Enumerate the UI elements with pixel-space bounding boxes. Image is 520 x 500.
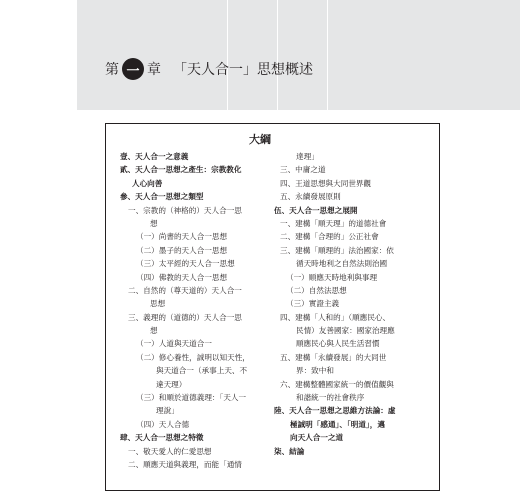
outline-line: 達理」 xyxy=(296,152,319,161)
outline-line: 一、建構「順天理」的道德社會 xyxy=(280,218,387,228)
outline-line: 貳、天人合一思想之產生：宗教教化 xyxy=(120,165,242,175)
outline-line: 和諧統一的社會秩序 xyxy=(296,393,365,403)
outline-line: 二、順應天道與義理，而能「通情 xyxy=(128,459,242,469)
chapter-title: 「天人合一」思想概述 xyxy=(173,62,313,78)
outline-line: 界：致中和 xyxy=(296,366,334,376)
outline-line: 三、建構「順理的」法治國家：依 xyxy=(280,245,394,255)
outline-line: （三）實證主義 xyxy=(286,299,340,309)
outline-line: （一）人道與天道合一 xyxy=(136,339,212,349)
outline-line: 順應民心與人民生活習慣 xyxy=(296,339,380,349)
outline-line: 理說」 xyxy=(156,406,179,416)
outline-line: （一）順應天時地利與事理 xyxy=(286,272,378,282)
outline-line: 想 xyxy=(150,326,158,336)
chapter-prefix: 第 xyxy=(105,62,119,78)
outline-line: （三）和順於道德義理：「天人一 xyxy=(136,393,247,403)
outline-line: 肆、天人合一思想之特徵 xyxy=(120,433,204,443)
outline-line: 一、宗教的（神格的）天人合一思 xyxy=(128,205,242,215)
decorative-line xyxy=(227,0,228,110)
outline-line: 向天人合一之道 xyxy=(290,433,344,443)
outline-line: 想 xyxy=(150,218,158,228)
outline-line: 二、自然的（尊天道的）天人合一 xyxy=(128,285,242,295)
outline-line: 六、建構整體國家統一的價值觀與 xyxy=(280,379,394,389)
chapter-title-row xyxy=(105,58,313,80)
decorative-line xyxy=(327,0,328,110)
outline-heading: 大綱 xyxy=(249,133,271,146)
chapter-header-band xyxy=(77,0,520,110)
outline-line: 三、義理的（道德的）天人合一思 xyxy=(128,312,242,322)
outline-line: （三）太平經的天人合一思想 xyxy=(136,259,235,269)
outline-line: 陸、天人合一思想之思維方法論：虛 xyxy=(274,406,396,416)
outline-line: 違天理） xyxy=(156,379,187,389)
outline-line: （四）佛教的天人合一思想 xyxy=(136,272,228,282)
decorative-line xyxy=(277,0,278,110)
chapter-suffix: 章 xyxy=(147,62,161,78)
outline-line: 四、建構「人和的」（順應民心、 xyxy=(280,312,391,322)
outline-line: （一）尚書的天人合一思想 xyxy=(136,232,228,242)
outline-line: 與天道合一（承事上天、不 xyxy=(156,366,248,376)
outline-line: 民情）友善國家：國家治理應 xyxy=(296,326,395,336)
outline-line: 極誠明「感通」、「明道」，邁 xyxy=(290,419,385,429)
outline-line: 參、天人合一思想之類型 xyxy=(120,192,204,202)
outline-line: 柒、結論 xyxy=(274,446,305,456)
outline-line: （四）天人合德 xyxy=(136,419,190,429)
outline-line: 二、建構「合理的」公正社會 xyxy=(280,232,379,242)
outline-line: （二）自然法思想 xyxy=(286,285,347,295)
outline-line: 三、中庸之道 xyxy=(280,165,326,175)
outline-left-column xyxy=(120,150,270,471)
outline-line: 四、王道思想與大同世界觀 xyxy=(280,178,372,188)
outline-line: 壹、天人合一之意義 xyxy=(120,152,189,161)
outline-line: （二）修心養性，誠明以知天性， xyxy=(136,352,250,362)
outline-line: （二）墨子的天人合一思想 xyxy=(136,245,228,255)
outline-line: 思想 xyxy=(150,299,166,309)
outline-line: 一、敬天愛人的仁愛思想 xyxy=(128,446,212,456)
outline-line: 五、建構「永續發展」的大同世 xyxy=(280,352,387,362)
outline-line: 循天時地利之自然法則治國 xyxy=(296,259,388,269)
outline-right-column xyxy=(274,150,434,458)
outline-line: 五、永續發展原則 xyxy=(280,192,341,202)
outline-line: 伍、天人合一思想之展開 xyxy=(274,205,358,215)
chapter-number-badge: 一 xyxy=(122,58,144,80)
outline-line: 人心向善 xyxy=(132,178,163,188)
